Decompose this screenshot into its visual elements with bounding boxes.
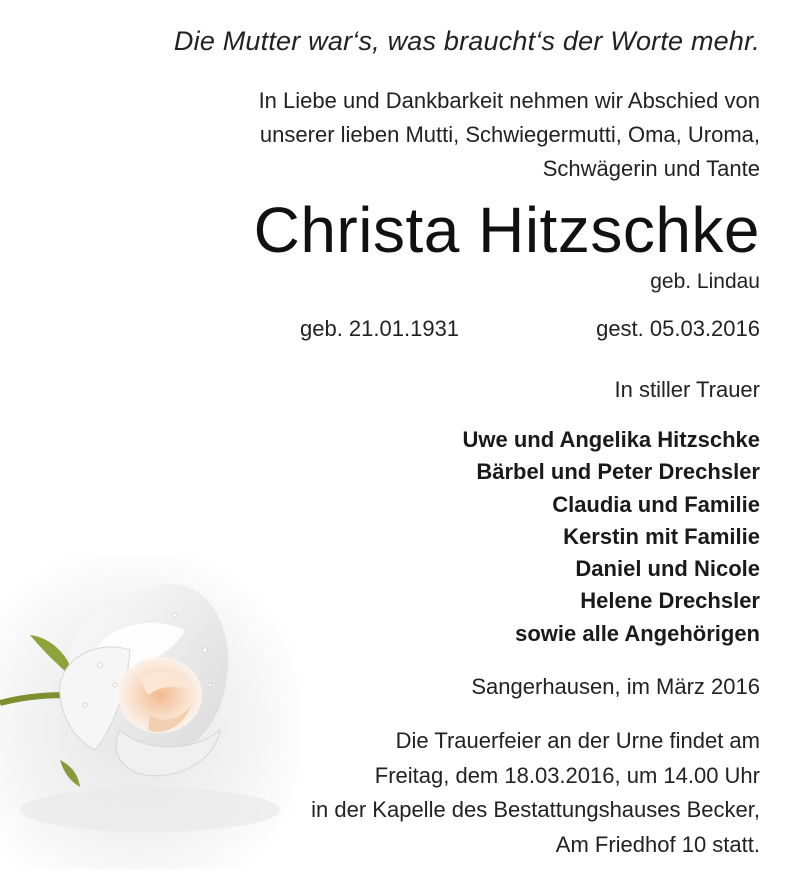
family-member: Daniel und Nicole	[575, 556, 760, 582]
family-member: Claudia und Familie	[552, 491, 760, 517]
deceased-name: Christa Hitzschke	[253, 194, 760, 266]
intro-line: In Liebe und Dankbarkeit nehmen wir Abschied von	[258, 88, 760, 113]
family-member: Helene Drechsler	[580, 588, 760, 614]
service-line: in der Kapelle des Bestattungshauses Becker,	[311, 797, 760, 822]
family-member: Uwe und Angelika Hitzschke	[462, 427, 760, 452]
maiden-name: geb. Lindau	[650, 270, 760, 293]
family-member: Bärbel und Peter Drechsler	[476, 459, 760, 485]
service-line: Freitag, dem 18.03.2016, um 14.00 Uhr	[374, 762, 760, 788]
service-line: Die Trauerfeier an der Urne findet am	[395, 728, 760, 753]
white-rose-icon	[0, 555, 300, 869]
intro-line: Schwägerin und Tante	[542, 156, 760, 181]
family-member: Kerstin mit Familie	[563, 523, 760, 549]
family-list	[463, 424, 760, 650]
intro-line: unserer lieben Mutti, Schwiegermutti, Oma, Uroma,	[259, 122, 760, 147]
birth-date: geb. 21.01.1931	[300, 316, 460, 341]
place-date: Sangerhausen, im März 2016	[471, 674, 760, 699]
intro-text	[259, 84, 760, 186]
mourning-line: In stiller Trauer	[614, 377, 760, 402]
family-member: sowie alle Angehörigen	[515, 620, 760, 646]
death-date: gest. 05.03.2016	[596, 316, 760, 341]
motto: Die Mutter war‘s, was braucht‘s der Worte mehr.	[173, 26, 760, 56]
service-line: Am Friedhof 10 statt.	[555, 831, 760, 857]
service-info	[311, 724, 760, 862]
